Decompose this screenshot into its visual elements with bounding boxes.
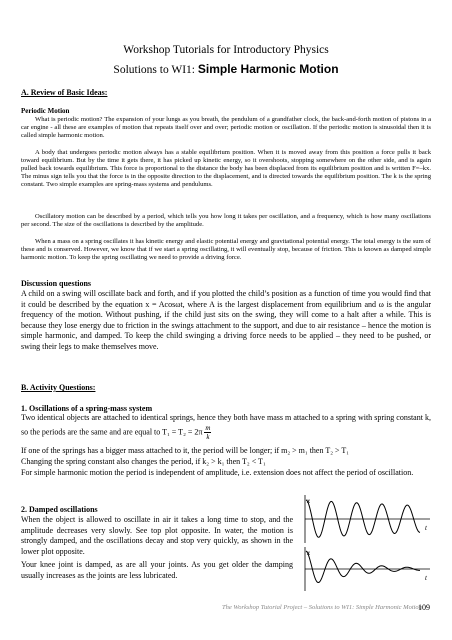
formula-numerator: m xyxy=(205,423,211,432)
formula-denominator: k xyxy=(206,432,210,441)
question-1-paragraph-3: Changing the spring constant also changes the period, if k₂ > k₁ then T₂ < T₁ xyxy=(21,457,266,466)
bottom-plot-x-label: t xyxy=(425,574,427,582)
section-a-paragraph-4: When a mass on a spring oscillates it has kinetic energy and elastic potential energy and gravitational potential energy. The total energy is the sum of these and is conserved. However, we know that if we start a spring oscillating, it will eventually stop, because of friction. This is known as damped simple harmonic motion. To keep the spring oscillating we need to provide a driving force. xyxy=(21,238,431,262)
page-title: Workshop Tutorials for Introductory Physics xyxy=(123,44,329,56)
bottom-plot-y-label: x xyxy=(307,549,311,557)
subtitle-prefix: Solutions to WI1: xyxy=(113,64,198,76)
page-number: 109 xyxy=(418,603,430,612)
question-2-text: When the object is allowed to oscillate in air it takes a long time to stop, and the amplitude decreases very slowly. See top plot opposite. In water, the motion is strongly damped, and the oscillations decay and stop very quickly, as shown in the lower plot opposite. xyxy=(21,515,293,556)
top-plot-x-label: t xyxy=(425,524,427,532)
section-b-heading: B. Activity Questions: xyxy=(21,383,96,392)
strong-damping-plot xyxy=(300,547,435,591)
periodic-motion-heading: Periodic Motion xyxy=(21,107,70,115)
question-1-heading: 1. Oscillations of a spring-mass system xyxy=(21,404,153,413)
section-a-paragraph-2: A body that undergoes periodic motion always has a stable equilibrium position. When it is moved away from this position a force pulls it back toward equilibrium. But by the time it gets there, it has picked up kinetic energy, so it overshoots, stopping somewhere on the other side, and is again pulled back towards equilibrium. This force is proportional to the distance the body has been displaced from its equilibrium position and is written F=–kx. The minus sign tells you that the force is in the opposite direction to the displacement, and is directed towards the equilibrium position. The k is the spring constant. Two simple examples are spring-mass systems and pendulums. xyxy=(21,149,431,189)
section-a-heading: A. Review of Basic Ideas: xyxy=(21,88,108,97)
question-2-heading: 2. Damped oscillations xyxy=(21,505,98,514)
question-1-intro xyxy=(21,413,431,441)
discussion-heading: Discussion questions xyxy=(21,279,92,288)
period-formula xyxy=(204,424,211,441)
light-damping-plot xyxy=(300,495,435,543)
question-1-intro-text: Two identical objects are attached to identical springs, hence they both have mass m attached to a spring with spring constant k, so the periods are the same and are equal to T₁ = T₂ = 2π xyxy=(21,413,431,436)
question-1-paragraph-4: For simple harmonic motion the period is independent of amplitude, i.e. extension does not affect the period of oscillation. xyxy=(21,468,414,477)
section-a-paragraph-3: Oscillatory motion can be described by a period, which tells you how long it takes per oscillation, and a frequency, which is how many oscillations per second. The size of the oscillations is described by the amplitude. xyxy=(21,213,431,229)
discussion-text: A child on a swing will oscillate back and forth, and if you plotted the child’s position as a function of time you would find that it could be described by the equation x = Acosωt, where A is the largest displacement from equilibrium and ω is the angular frequency of the motion. Without pushing, if the child just sits on the swing, they will come to a halt after a while. This is because they lose energy due to friction in the swings attachment to the support, and due to air resistance – hence the motion is simple harmonic, and damped. To keep the child swinging a driving force needs to be applied – they need to be pushed, or swing their legs to make themselves move. xyxy=(21,289,431,351)
strong-damping-curve xyxy=(306,551,420,583)
question-2-text-2: Your knee joint is damped, as are all your joints. As you get older the damping usually increases as the joints are less lubricated. xyxy=(21,560,293,580)
question-1-paragraph-2: If one of the springs has a bigger mass attached to it, the period will be longer; if m₂ > m₁ then T₂ > T₁ xyxy=(21,446,350,455)
footer-text: The Workshop Tutorial Project – Solutions to WI1: Simple Harmonic Motion xyxy=(222,604,422,611)
section-a-paragraph-1: What is periodic motion? The expansion of your lungs as you breath, the pendulum of a grandfather clock, the back-and-forth motion of pistons in a car engine - all these are examples of motion that repeats itself over and over; periodic motion or oscillation. If the periodic motion is sinusoidal then it is called simple harmonic motion. xyxy=(21,116,431,140)
page-subtitle xyxy=(0,62,452,76)
subtitle-topic: Simple Harmonic Motion xyxy=(197,62,339,76)
top-plot-y-label: x xyxy=(307,497,311,505)
